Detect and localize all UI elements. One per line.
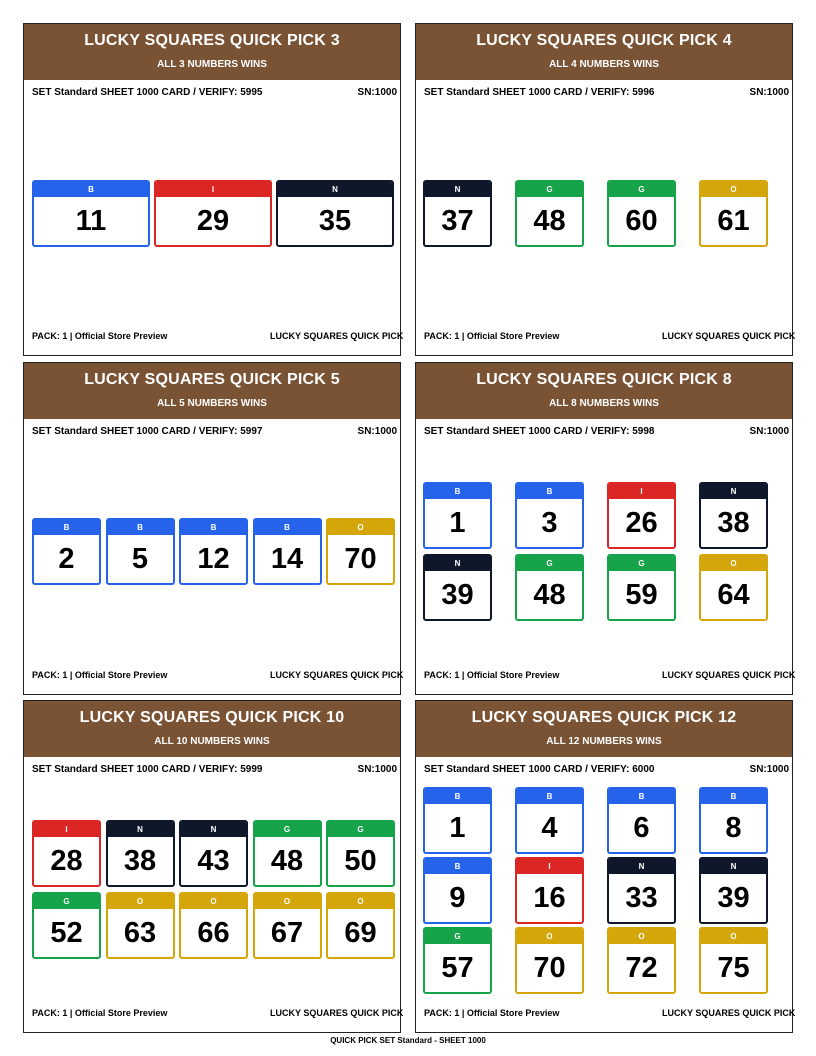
number-square	[423, 482, 492, 549]
column-letter: O	[701, 929, 766, 944]
picked-number: 39	[441, 579, 474, 611]
card-title: LUCKY SQUARES QUICK PICK 8	[476, 371, 732, 388]
picked-number: 2	[58, 543, 75, 575]
number-square	[699, 554, 768, 621]
card-title: LUCKY SQUARES QUICK PICK 4	[476, 32, 732, 49]
number-square	[699, 180, 768, 247]
column-letter: N	[425, 556, 490, 571]
number-square	[423, 787, 492, 854]
card-info: SET Standard SHEET 1000 CARD / VERIFY: 5999	[32, 764, 263, 775]
picked-number: 52	[50, 917, 83, 949]
number-square	[699, 857, 768, 924]
picked-number: 33	[625, 882, 658, 914]
column-letter: O	[609, 929, 674, 944]
number-square	[179, 820, 248, 887]
number-square	[326, 820, 395, 887]
serial-number: SN:1000	[749, 426, 789, 437]
column-letter: B	[517, 789, 582, 804]
card-title: LUCKY SQUARES QUICK PICK 12	[471, 709, 737, 726]
column-letter: B	[34, 520, 99, 535]
picked-number: 37	[441, 205, 474, 237]
picked-number: 63	[123, 917, 157, 949]
brand-footer: LUCKY SQUARES QUICK PICK	[270, 331, 404, 341]
column-letter: O	[701, 556, 766, 571]
picked-number: 16	[533, 882, 566, 914]
card-subtitle: ALL 3 NUMBERS WINS	[157, 59, 267, 70]
page-footer: QUICK PICK SET Standard - SHEET 1000	[330, 1036, 486, 1045]
picked-number: 72	[625, 952, 658, 984]
number-square	[106, 518, 175, 585]
column-letter: G	[609, 556, 674, 571]
picked-number: 4	[541, 812, 558, 844]
picked-number: 8	[725, 812, 742, 844]
number-square	[515, 554, 584, 621]
number-square	[607, 927, 676, 994]
number-grid	[24, 363, 400, 694]
card-info: SET Standard SHEET 1000 CARD / VERIFY: 5997	[32, 426, 263, 437]
card-subtitle: ALL 5 NUMBERS WINS	[157, 398, 267, 409]
column-letter: N	[278, 182, 392, 197]
number-square	[32, 820, 101, 887]
number-square	[699, 927, 768, 994]
picked-number: 59	[625, 579, 658, 611]
column-letter: N	[425, 182, 490, 197]
number-square	[699, 787, 768, 854]
column-letter: I	[609, 484, 674, 499]
picked-number: 5	[131, 543, 149, 575]
quick-pick-card	[415, 23, 796, 356]
brand-footer: LUCKY SQUARES QUICK PICK	[662, 1008, 796, 1018]
picked-number: 11	[75, 205, 107, 237]
picked-number: 70	[533, 952, 566, 984]
column-letter: B	[701, 789, 766, 804]
picked-number: 28	[50, 845, 83, 877]
card-info: SET Standard SHEET 1000 CARD / VERIFY: 5995	[32, 87, 263, 98]
pack-info: PACK: 1 | Official Store Preview	[32, 1008, 168, 1018]
column-letter: G	[517, 556, 582, 571]
picked-number: 57	[441, 952, 474, 984]
picked-number: 1	[449, 507, 466, 539]
number-square	[515, 927, 584, 994]
picked-number: 69	[344, 917, 377, 949]
card-title: LUCKY SQUARES QUICK PICK 3	[84, 32, 340, 49]
quick-pick-card	[23, 362, 404, 695]
picked-number: 64	[717, 579, 750, 611]
column-letter: G	[425, 929, 490, 944]
number-square	[179, 518, 248, 585]
serial-number: SN:1000	[357, 764, 397, 775]
number-square	[179, 892, 248, 959]
column-letter: B	[517, 484, 582, 499]
picked-number: 12	[197, 543, 230, 575]
picked-number: 70	[344, 543, 377, 575]
picked-number: 75	[717, 952, 750, 984]
column-letter: O	[328, 894, 393, 909]
brand-footer: LUCKY SQUARES QUICK PICK	[662, 331, 796, 341]
number-grid	[416, 363, 792, 694]
brand-footer: LUCKY SQUARES QUICK PICK	[662, 670, 796, 680]
number-square	[32, 180, 150, 247]
pack-info: PACK: 1 | Official Store Preview	[424, 670, 560, 680]
column-letter: G	[517, 182, 582, 197]
column-letter: O	[517, 929, 582, 944]
column-letter: O	[108, 894, 173, 909]
column-letter: O	[701, 182, 766, 197]
picked-number: 60	[625, 205, 658, 237]
brand-footer: LUCKY SQUARES QUICK PICK	[270, 1008, 404, 1018]
number-square	[607, 554, 676, 621]
pack-info: PACK: 1 | Official Store Preview	[32, 670, 168, 680]
picked-number: 14	[270, 543, 304, 575]
card-info: SET Standard SHEET 1000 CARD / VERIFY: 6000	[424, 764, 655, 775]
card-title: LUCKY SQUARES QUICK PICK 10	[79, 709, 345, 726]
column-letter: B	[425, 484, 490, 499]
number-square	[515, 787, 584, 854]
picked-number: 26	[625, 507, 658, 539]
picked-number: 35	[318, 205, 352, 237]
column-letter: O	[255, 894, 320, 909]
number-square	[423, 857, 492, 924]
number-grid	[416, 24, 792, 355]
number-square	[607, 857, 676, 924]
picked-number: 1	[449, 812, 466, 844]
picked-number: 50	[344, 845, 377, 877]
pack-info: PACK: 1 | Official Store Preview	[424, 1008, 560, 1018]
column-letter: N	[701, 484, 766, 499]
number-grid	[416, 701, 792, 1032]
picked-number: 66	[197, 917, 230, 949]
number-square	[253, 820, 322, 887]
number-square	[253, 892, 322, 959]
picked-number: 39	[717, 882, 750, 914]
pack-info: PACK: 1 | Official Store Preview	[32, 331, 168, 341]
column-letter: B	[255, 520, 320, 535]
picked-number: 38	[123, 845, 157, 877]
number-square	[154, 180, 272, 247]
picked-number: 61	[717, 205, 750, 237]
number-square	[607, 180, 676, 247]
picked-number: 48	[533, 579, 566, 611]
column-letter: I	[156, 182, 270, 197]
card-subtitle: ALL 10 NUMBERS WINS	[154, 736, 270, 747]
number-square	[607, 787, 676, 854]
picked-number: 48	[270, 845, 304, 877]
picked-number: 38	[717, 507, 750, 539]
number-square	[515, 180, 584, 247]
picked-number: 43	[197, 845, 230, 877]
column-letter: B	[181, 520, 246, 535]
column-letter: B	[108, 520, 173, 535]
number-square	[326, 518, 395, 585]
column-letter: G	[255, 822, 320, 837]
card-info: SET Standard SHEET 1000 CARD / VERIFY: 5996	[424, 87, 655, 98]
column-letter: B	[425, 789, 490, 804]
number-grid	[24, 701, 400, 1032]
number-square	[106, 820, 175, 887]
column-letter: N	[701, 859, 766, 874]
number-square	[276, 180, 394, 247]
number-square	[32, 892, 101, 959]
serial-number: SN:1000	[749, 764, 789, 775]
number-square	[253, 518, 322, 585]
quick-pick-card	[23, 700, 404, 1033]
picked-number: 67	[270, 917, 304, 949]
picked-number: 9	[449, 882, 466, 914]
number-square	[106, 892, 175, 959]
picked-number: 3	[541, 507, 558, 539]
serial-number: SN:1000	[357, 87, 397, 98]
card-subtitle: ALL 12 NUMBERS WINS	[546, 736, 662, 747]
number-square	[423, 554, 492, 621]
pack-info: PACK: 1 | Official Store Preview	[424, 331, 560, 341]
picked-number: 48	[533, 205, 566, 237]
column-letter: G	[609, 182, 674, 197]
number-square	[607, 482, 676, 549]
card-subtitle: ALL 4 NUMBERS WINS	[549, 59, 659, 70]
column-letter: B	[425, 859, 490, 874]
number-square	[326, 892, 395, 959]
column-letter: O	[328, 520, 393, 535]
column-letter: G	[328, 822, 393, 837]
number-square	[423, 927, 492, 994]
column-letter: I	[34, 822, 99, 837]
quick-pick-card	[415, 362, 796, 695]
column-letter: N	[108, 822, 173, 837]
quick-pick-card	[23, 23, 404, 356]
column-letter: N	[609, 859, 674, 874]
picked-number: 29	[196, 205, 230, 237]
column-letter: G	[34, 894, 99, 909]
number-square	[515, 857, 584, 924]
brand-footer: LUCKY SQUARES QUICK PICK	[270, 670, 404, 680]
column-letter: O	[181, 894, 246, 909]
number-grid	[24, 24, 400, 355]
column-letter: B	[609, 789, 674, 804]
column-letter: I	[517, 859, 582, 874]
number-square	[699, 482, 768, 549]
number-square	[32, 518, 101, 585]
column-letter: N	[181, 822, 246, 837]
card-subtitle: ALL 8 NUMBERS WINS	[549, 398, 659, 409]
card-info: SET Standard SHEET 1000 CARD / VERIFY: 5998	[424, 426, 655, 437]
picked-number: 6	[633, 812, 650, 844]
column-letter: B	[34, 182, 148, 197]
serial-number: SN:1000	[357, 426, 397, 437]
quick-pick-card	[415, 700, 796, 1033]
card-title: LUCKY SQUARES QUICK PICK 5	[84, 371, 340, 388]
number-square	[515, 482, 584, 549]
serial-number: SN:1000	[749, 87, 789, 98]
number-square	[423, 180, 492, 247]
